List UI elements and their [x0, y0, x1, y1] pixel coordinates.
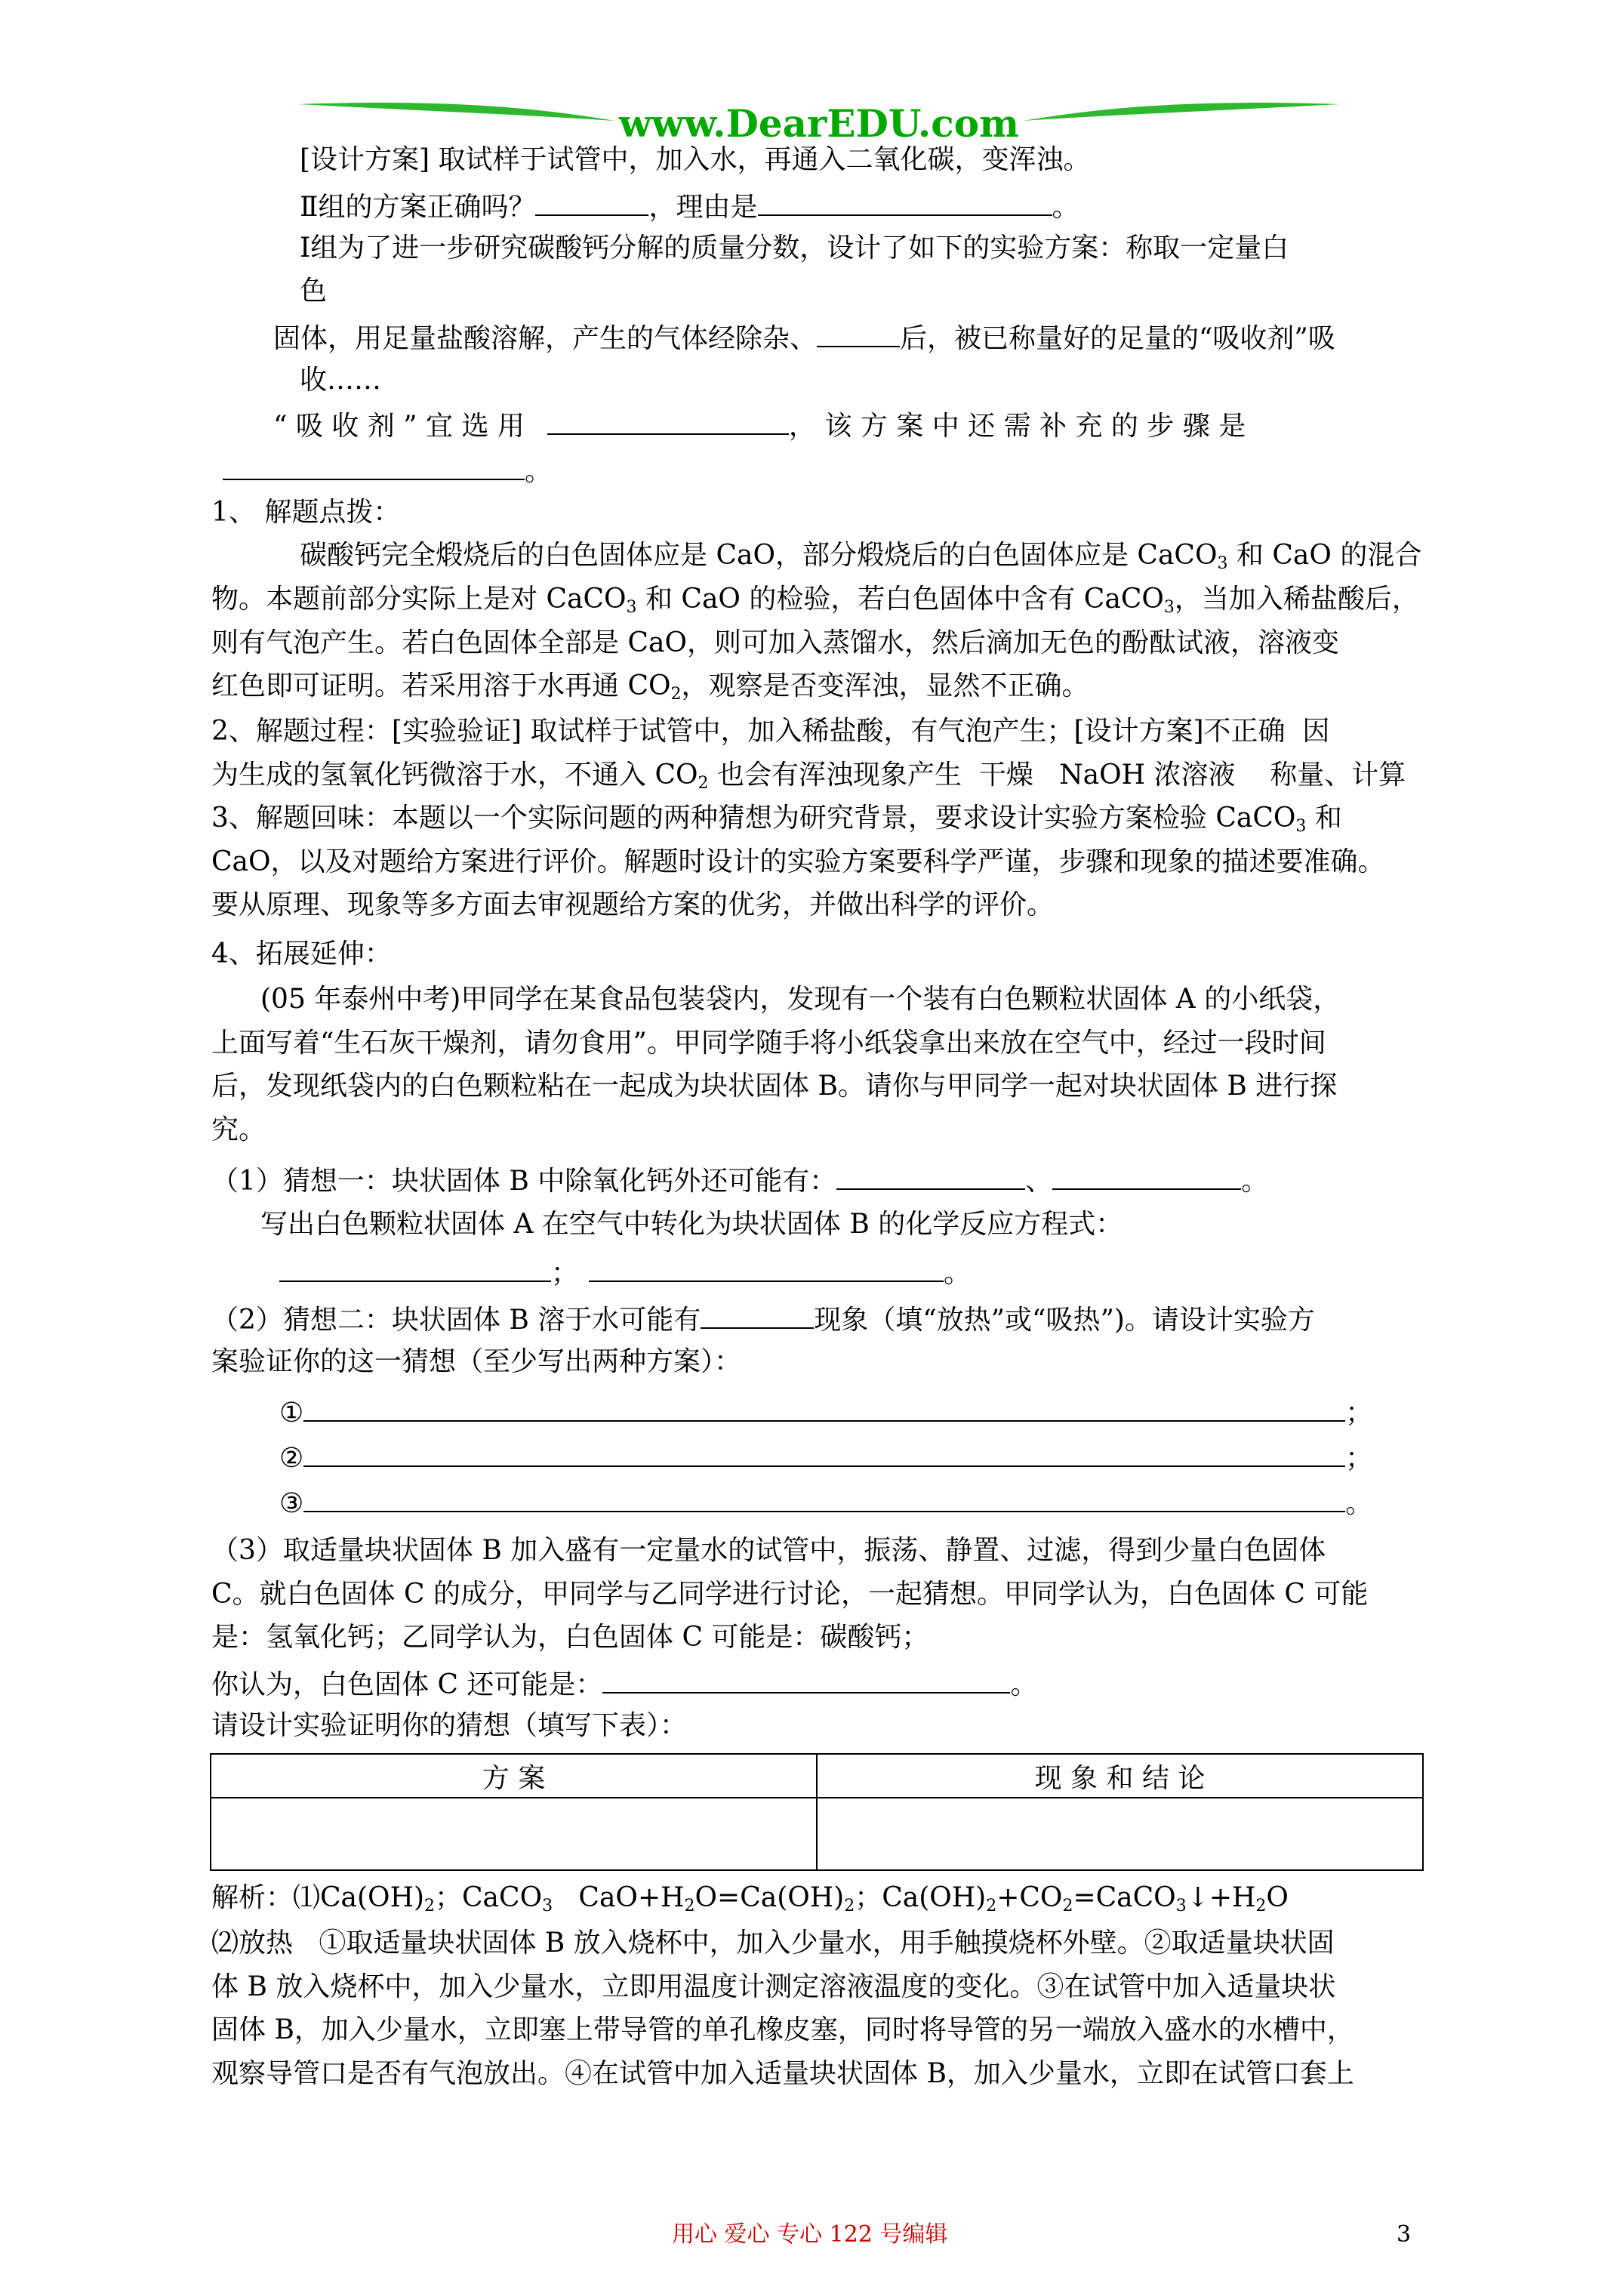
absorb-line: 收……: [300, 365, 382, 396]
solid-line: 固体，用足量盐酸溶解，产生的气体经除杂、 后，被已称量好的足量的“吸收剂”吸: [273, 319, 1335, 357]
answer-line: 解析：$⑴Ca(OH)_2$；CaCO$_3$ $CaO+H_2O=Ca(OH)_2$；$Ca(OH)_2+CO_2=CaCO_3↓+H_2O$: [211, 1882, 1289, 1915]
section1-line: 红色即可证明。若采用溶于水再通 $CO_2$，观察是否变浑浊，显然不正确。: [211, 670, 1089, 704]
absorbent-line: “ 吸 收 剂 ” 宜 选 用 ， 该 方 案 中 还 需 补 充 的 步 骤 是: [273, 406, 1246, 445]
group2-question-line: Ⅱ组的方案正确吗？ ，理由是 。: [300, 187, 1079, 226]
section4-heading: 4、拓展延伸：: [211, 938, 392, 969]
question1-equation-blanks: ； 。: [279, 1253, 971, 1292]
page-number: 3: [1397, 2221, 1412, 2248]
question2-line: 案验证你的这一猜想（至少写出两种方案）：: [211, 1346, 742, 1377]
group1-line: Ⅰ组为了进一步研究碳酸钙分解的质量分数，设计了如下的实验方案：称取一定量白: [300, 233, 1289, 264]
plan-blank-3: ③ 。: [279, 1484, 1372, 1522]
section3-line: 要从原理、现象等多方面去审视题给方案的优劣，并做出科学的评价。: [211, 889, 1055, 920]
blank[interactable]: [303, 1484, 1345, 1512]
section4-line: 上面写着“生石灰干燥剂，请勿食用”。甲同学随手将小纸袋拿出来放在空气中，经过一段时间: [211, 1028, 1326, 1059]
answer-line: 观察导管口是否有气泡放出。④在试管中加入适量块状固体 B，加入少量水，立即在试管口套上: [211, 2058, 1354, 2089]
section1-heading: 1、 解题点拨：: [211, 497, 401, 528]
blank[interactable]: [535, 187, 648, 216]
question3-line: 是：氢氧化钙；乙同学认为，白色固体 C 可能是：碳酸钙；: [211, 1622, 929, 1653]
section2-line: 2、解题过程：[实验验证] 取试样于试管中，加入稀盐酸，有气泡产生；[设计方案]不正确 因: [211, 716, 1330, 747]
blank[interactable]: [279, 1253, 551, 1282]
plan-blank-2: ② ；: [279, 1438, 1372, 1477]
section4-line: 后，发现纸袋内的白色颗粒粘在一起成为块状固体 B。请你与甲同学一起对块状固体 B 进行探: [211, 1071, 1338, 1102]
answer-line: ⑵放热 ①取适量块状固体 B 放入烧杯中，加入少量水，用手触摸烧杯外壁。②取适量块状固: [211, 1928, 1335, 1959]
section3-line: CaO，以及对题给方案进行评价。解题时设计的实验方案要科学严谨，步骤和现象的描述要准确。: [211, 846, 1385, 877]
section2-line: 为生成的氢氧化钙微溶于水，不通入 $CO_2$ 也会有浑浊现象产生 干燥 NaOH 浓溶液 称量、计算: [211, 760, 1406, 793]
answer-line: 体 B 放入烧杯中，加入少量水，立即用温度计测定溶液温度的变化。③在试管中加入适量块状: [211, 1971, 1336, 2002]
question1-line: （1）猜想一：块状固体 B 中除氧化钙外还可能有： 、 。: [211, 1161, 1268, 1200]
question2-line: （2）猜想二：块状固体 B 溶于水可能有 现象（填“放热”或“吸热”)。请设计实验方: [211, 1300, 1315, 1339]
section1-line: 物。本题前部分实际上是对 CaCO$_3$ 和 CaO 的检验，若白色固体中含有 CaCO$_3$，当加入稀盐酸后，: [211, 584, 1419, 617]
design-plan-line: [设计方案] 取试样于试管中，加入水，再通入二氧化碳，变浑浊。: [300, 144, 1091, 175]
blank[interactable]: [303, 1438, 1345, 1467]
blank[interactable]: [817, 319, 900, 347]
blank[interactable]: [701, 1300, 814, 1329]
plan-blank-1: ① ；: [279, 1393, 1372, 1432]
section4-line: 究。: [211, 1114, 266, 1145]
section3-line: 3、解题回味：本题以一个实际问题的两种猜想为研究背景，要求设计实验方案检验 CaCO$_3$ 和: [211, 803, 1342, 836]
blank[interactable]: [223, 451, 525, 480]
blank[interactable]: [758, 187, 1052, 216]
table-cell-result[interactable]: [817, 1798, 1423, 1870]
group1-line-cont: 色: [300, 276, 328, 307]
blank[interactable]: [589, 1253, 944, 1282]
experiment-table: [210, 1753, 1424, 1871]
question1-line: 写出白色颗粒状固体 A 在空气中转化为块状固体 B 的化学反应方程式：: [260, 1209, 1123, 1240]
question3-line: 请设计实验证明你的猜想（填写下表）：: [211, 1710, 688, 1741]
question3-line: 你认为，白色固体 C 还可能是： 。: [211, 1665, 1037, 1703]
blank[interactable]: [602, 1665, 1010, 1693]
blank[interactable]: [836, 1161, 1025, 1190]
answer-line: 固体 B，加入少量水，立即塞上带导管的单孔橡皮塞，同时将导管的另一端放入盛水的水槽中，: [211, 2014, 1354, 2045]
table-cell-plan[interactable]: [211, 1798, 817, 1870]
blank[interactable]: [547, 406, 789, 435]
section1-line: 碳酸钙完全煅烧后的白色固体应是 CaO，部分煅烧后的白色固体应是 CaCO$_3$ 和 CaO 的混合: [300, 540, 1422, 573]
table-header-plan: 方 案: [211, 1754, 817, 1798]
section1-line: 则有气泡产生。若白色固体全部是 CaO，则可加入蒸馏水，然后滴加无色的酚酞试液，溶液变: [211, 627, 1339, 658]
question3-line: （3）取适量块状固体 B 加入盛有一定量水的试管中，振荡、静置、过滤，得到少量白色固体: [211, 1535, 1326, 1566]
banner-title: www.DearEDU.com: [618, 101, 1019, 146]
footer-text: 用心 爱心 专心 122 号编辑: [672, 2221, 948, 2248]
question3-line: C。就白色固体 C 的成分，甲同学与乙同学进行讨论，一起猜想。甲同学认为，白色固体 C 可能: [211, 1579, 1369, 1610]
blank[interactable]: [303, 1393, 1345, 1422]
section4-line: (05 年泰州中考)甲同学在某食品包装袋内，发现有一个装有白色颗粒状固体 A 的小纸袋，: [260, 984, 1341, 1015]
table-header-result: 现 象 和 结 论: [817, 1754, 1423, 1798]
blank[interactable]: [1052, 1161, 1241, 1190]
step-line: 。: [223, 451, 552, 490]
